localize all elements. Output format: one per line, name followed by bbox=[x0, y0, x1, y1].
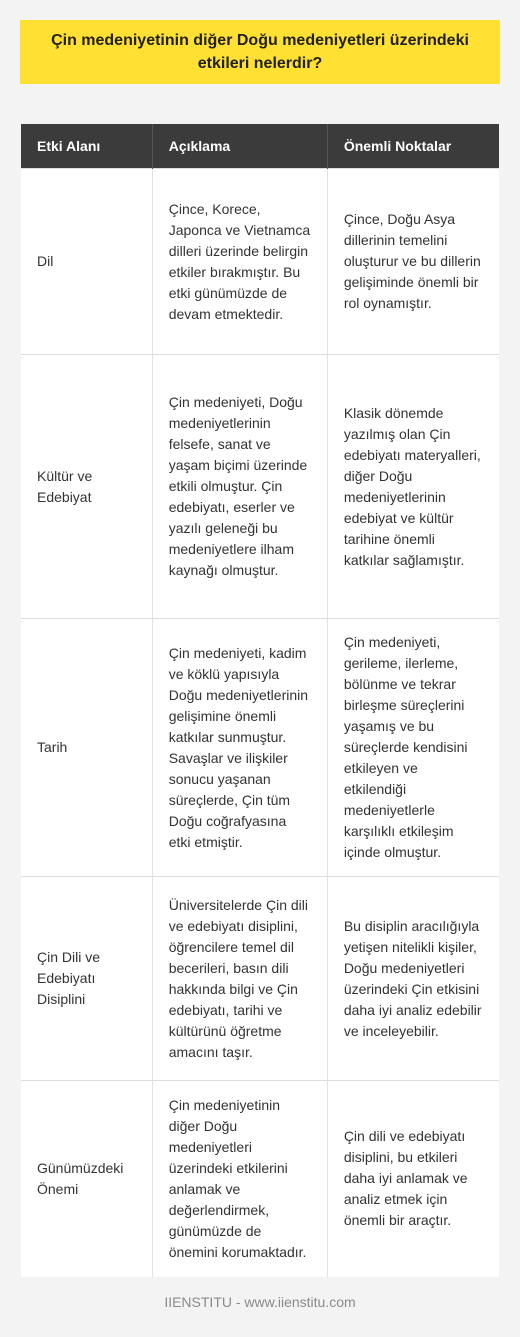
cell-description: Çin medeniyeti, Doğu medeniyetlerinin felsefe, sanat ve yaşam biçimi üzerinde etkili olmuştur. Çin edebiyatı, eserler ve yazılı geleneği bu medeniyetlere ilham kaynağı olmuştur. bbox=[152, 355, 327, 619]
cell-notes: Klasik dönemde yazılmış olan Çin edebiyatı materyalleri, diğer Doğu medeniyetlerinin edebiyat ve kültür tarihine önemli katkılar sağlamıştır. bbox=[327, 355, 499, 619]
footer-credit: IIENSTITU - www.iienstitu.com bbox=[164, 1294, 356, 1310]
cell-area: Çin Dili ve Edebiyatı Disiplini bbox=[21, 877, 152, 1081]
cell-area: Dil bbox=[21, 169, 152, 355]
influence-table bbox=[21, 124, 499, 1277]
table-row bbox=[21, 1081, 499, 1277]
cell-area: Kültür ve Edebiyat bbox=[21, 355, 152, 619]
table-row bbox=[21, 619, 499, 877]
cell-notes: Çin dili ve edebiyatı disiplini, bu etkileri daha iyi anlamak ve analiz etmek için önemli bir araçtır. bbox=[327, 1081, 499, 1277]
table-row bbox=[21, 355, 499, 619]
column-header-area: Etki Alanı bbox=[21, 124, 152, 169]
table-row bbox=[21, 169, 499, 355]
cell-area: Tarih bbox=[21, 619, 152, 877]
column-header-notes: Önemli Noktalar bbox=[327, 124, 499, 169]
cell-description: Çin medeniyetinin diğer Doğu medeniyetleri üzerindeki etkilerini anlamak ve değerlendirmek, günümüzde de önemini korumaktadır. bbox=[152, 1081, 327, 1277]
table-header-row bbox=[21, 124, 499, 169]
column-header-description: Açıklama bbox=[152, 124, 327, 169]
cell-description: Çin medeniyeti, kadim ve köklü yapısıyla Doğu medeniyetlerinin gelişimine önemli katkılar sunmuştur. Savaşlar ve ilişkiler sonucu yaşanan süreçlerde, Çin tüm Doğu coğrafyasına etki etmiştir. bbox=[152, 619, 327, 877]
cell-notes: Çin medeniyeti, gerileme, ilerleme, bölünme ve tekrar birleşme süreçlerini yaşamış ve bu süreçlerde kendisini etkileyen ve etkilendiği medeniyetlerle karşılıklı etkileşim içinde olmuştur. bbox=[327, 619, 499, 877]
cell-notes: Çince, Doğu Asya dillerinin temelini oluşturur ve bu dillerin gelişiminde önemli bir rol oynamıştır. bbox=[327, 169, 499, 355]
cell-description: Üniversitelerde Çin dili ve edebiyatı disiplini, öğrencilere temel dil becerileri, basın dili hakkında bilgi ve Çin edebiyatı, tarihi ve kültürünü öğretme amacını taşır. bbox=[152, 877, 327, 1081]
title-banner bbox=[20, 20, 500, 84]
cell-description: Çince, Korece, Japonca ve Vietnamca dilleri üzerinde belirgin etkiler bırakmıştır. Bu etki günümüzde de devam etmektedir. bbox=[152, 169, 327, 355]
table-row bbox=[21, 877, 499, 1081]
cell-notes: Bu disiplin aracılığıyla yetişen nitelikli kişiler, Doğu medeniyetleri üzerindeki Çin etkisini daha iyi analiz edebilir ve inceleyebilir. bbox=[327, 877, 499, 1081]
cell-area: Günümüzdeki Önemi bbox=[21, 1081, 152, 1277]
page-title: Çin medeniyetinin diğer Doğu medeniyetleri üzerindeki etkileri nelerdir? bbox=[51, 32, 469, 72]
